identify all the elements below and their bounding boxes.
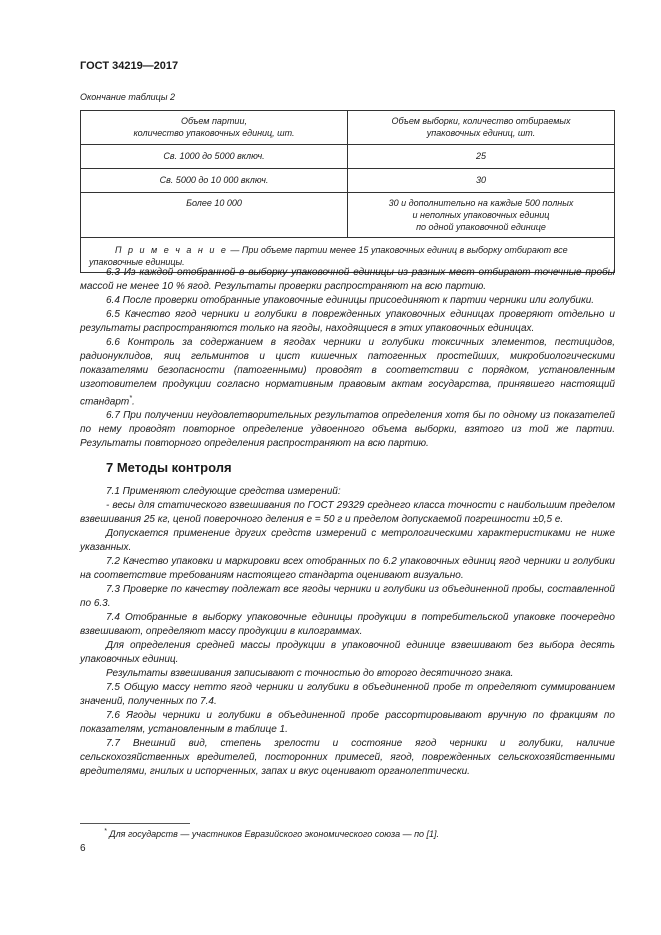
paragraph: 7.2 Качество упаковки и маркировки всех отобранных по 6.2 упаковочных единиц ягод черники и голубики на соответствие требованиям настоящего стандарта оценивают визуально.: [80, 556, 615, 582]
paragraph: 6.6 Контроль за содержанием в ягодах черники и голубики токсичных элементов, пестицидов, радионуклидов, яиц гельминтов и цист кишечных патогенных простейших, микробиологическими показателями безопасности (патогенными) проводят в соответствии с порядком, установленным изготовителем продукции согласно нормативным правовым актам государства, принявшего настоящий стандарт*.: [80, 337, 615, 408]
paragraph: Для определения средней массы продукции в упаковочной единице взвешивают без выбора десять упаковочных единиц.: [80, 640, 615, 666]
cell-line: по одной упаковочной единице: [416, 222, 546, 232]
list-item-text: весы для статического взвешивания по ГОСТ 29329 среднего класса точности с наибольшим пределом взвешивания 25 кг, ценой поверочного деления е = 50 г и пределом допускаемой погрешности ±0,5 е.: [80, 500, 615, 526]
footnote: [104, 828, 439, 839]
cell-sample: 25: [348, 145, 615, 169]
paragraph: 7.5 Общую массу нетто ягод черники и голубики в объединенной пробе m определяют суммированием значений, полученных по 7.4.: [80, 682, 615, 708]
cell-lot: Св. 1000 до 5000 включ.: [81, 145, 348, 169]
section-title: 7 Методы контроля: [106, 460, 232, 476]
paragraph: 7.1 Применяют следующие средства измерений:: [106, 486, 341, 498]
footnote-ref: *: [129, 395, 132, 402]
cell-sample: 30: [348, 169, 615, 193]
cell-line: и неполных упаковочных единиц: [412, 210, 550, 220]
paragraph: 7.3 Проверке по качеству подлежат все ягоды черники и голубики из объединенной пробы, составленной по 6.3.: [80, 584, 615, 610]
cell-line: 30 и дополнительно на каждые 500 полных: [388, 198, 574, 208]
paragraph-text: 6.6 Контроль за содержанием в ягодах черники и голубики токсичных элементов, пестицидов, радионуклидов, яиц гельминтов и цист кишечных патогенных простейших, микробиологическими показателями безопасности (патогенными) проводят в соответствии с порядком, установленным изготовителем продукции согласно нормативным правовым актам государства, принявшего настоящий стандарт: [80, 337, 615, 408]
paragraph: 7.6 Ягоды черники и голубики в объединенной пробе рассортировывают вручную по фракциям по показателям, установленным в таблице 1.: [80, 710, 615, 736]
header-text: Объем партии,: [181, 116, 247, 126]
note-label: П р и м е ч а н и е: [115, 245, 228, 255]
paragraph: 6.5 Качество ягод черники и голубики в поврежденных упаковочных единицах проверяют отдельно и результаты распространяются только на ягоды, находящиеся в этих упаковочных единицах.: [80, 309, 615, 334]
table-row: [81, 145, 615, 169]
table-header-row: [81, 111, 615, 145]
list-item: [80, 499, 615, 527]
note-text: — При объеме партии менее 15 упаковочных единиц в выборку отбирают все упаковочные единицы.: [89, 245, 568, 267]
header-cell-sample-size: [348, 111, 615, 145]
cell-sample: [348, 193, 615, 238]
table-row: [81, 169, 615, 193]
header-cell-lot-size: [81, 111, 348, 145]
page-number: 6: [80, 843, 86, 854]
footnote-divider: [80, 823, 190, 824]
table-caption: Окончание таблицы 2: [80, 92, 175, 102]
cell-lot: Св. 5000 до 10 000 включ.: [81, 169, 348, 193]
list-dash: -: [106, 500, 110, 512]
paragraph: 6.4 После проверки отобранные упаковочные единицы присоединяют к партии черники или голубики.: [106, 295, 595, 306]
body-text: [80, 266, 615, 779]
header-text: количество упаковочных единиц, шт.: [133, 128, 295, 138]
document-header: ГОСТ 34219—2017: [80, 60, 179, 72]
paragraph: Допускается применение других средств измерений с метрологическими характеристиками не ниже указанных.: [80, 528, 615, 554]
sample-size-table: [80, 110, 615, 273]
paragraph: 6.7 При получении неудовлетворительных результатов определения хотя бы по одному из показателей по нему проводят повторное определение удвоенного объема выборки, взятого из той же партии. Результаты повторного определения распространяют на всю партию.: [80, 410, 615, 450]
table-row: [81, 193, 615, 238]
header-text: упаковочных единиц, шт.: [426, 128, 536, 138]
footnote-mark: *: [104, 828, 107, 835]
paragraph: 7.7 Внешний вид, степень зрелости и состояние ягод черники и голубики, наличие сельскохозяйственных вредителей, посторонних примесей, ягод, поврежденных сельскохозяйственными вредителями, гнилых и испорченных, запах и вкус оценивают органолептически.: [80, 738, 615, 778]
footnote-text: Для государств — участников Евразийского экономического союза — по [1].: [106, 829, 440, 839]
header-text: Объем выборки, количество отбираемых: [391, 116, 571, 126]
paragraph: 7.4 Отобранные в выборку упаковочные единицы продукции в потребительской упаковке поочередно взвешивают, определяют массу продукции в килограммах.: [80, 612, 615, 638]
paragraph: Результаты взвешивания записывают с точностью до второго десятичного знака.: [106, 668, 514, 680]
cell-lot: Более 10 000: [81, 193, 348, 238]
paragraph: 6.3 Из каждой отобранной в выборку упаковочной единицы из разных мест отбирают точечные пробы массой не менее 10 % ягод. Результаты проверки распространяют на всю партию.: [80, 267, 615, 292]
